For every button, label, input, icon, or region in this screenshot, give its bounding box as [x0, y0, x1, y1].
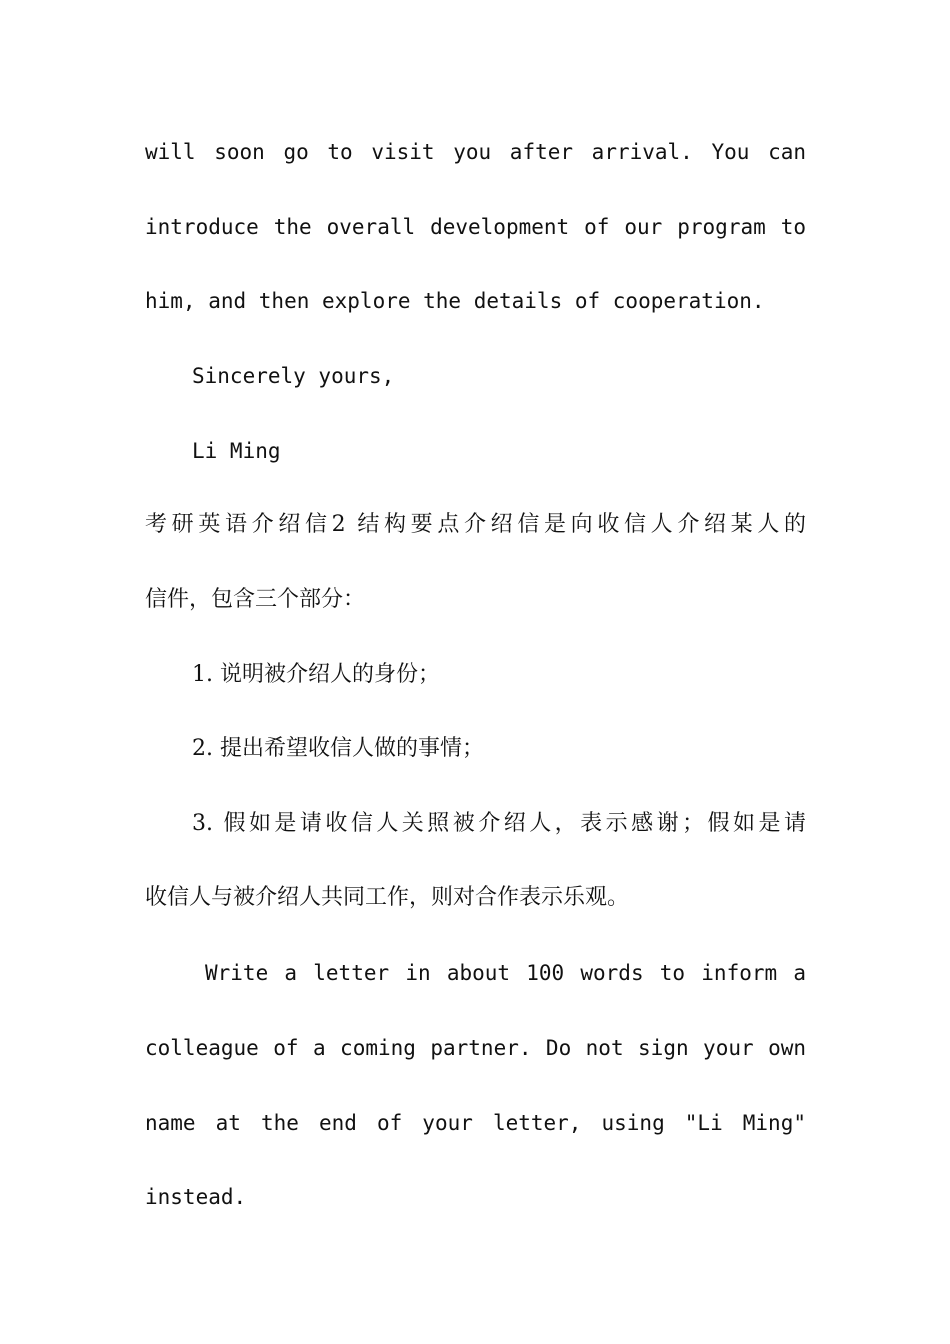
task-line-4: instead.: [145, 1185, 247, 1209]
letter-text-line-1: will soon go to visit you after arrival. You can: [145, 140, 806, 164]
letter-text-line-2: introduce the overall development of our program to: [145, 215, 806, 239]
letter-text-line-3: him, and then explore the details of cooperation.: [145, 289, 765, 313]
section-heading-line-1: 考研英语介绍信2 结构要点介绍信是向收信人介绍某人的: [145, 512, 806, 537]
task-line-2: colleague of a coming partner. Do not sign your own: [145, 1036, 806, 1060]
section-heading-line-2: 信件，包含三个部分：: [145, 587, 366, 612]
letter-closing: Sincerely yours,: [192, 364, 395, 388]
point-3: 3. 假如是请收信人关照被介绍人，表示感谢；假如是请: [192, 811, 806, 836]
point-1: 1. 说明被介绍人的身份；: [192, 662, 440, 687]
task-line-1: Write a letter in about 100 words to inform a: [205, 961, 806, 985]
point-3-continuation: 收信人与被介绍人共同工作，则对合作表示乐观。: [145, 885, 630, 910]
point-2: 2. 提出希望收信人做的事情；: [192, 736, 484, 761]
letter-signature: Li Ming: [192, 439, 281, 463]
task-line-3: name at the end of your letter, using "Li Ming": [145, 1111, 806, 1135]
